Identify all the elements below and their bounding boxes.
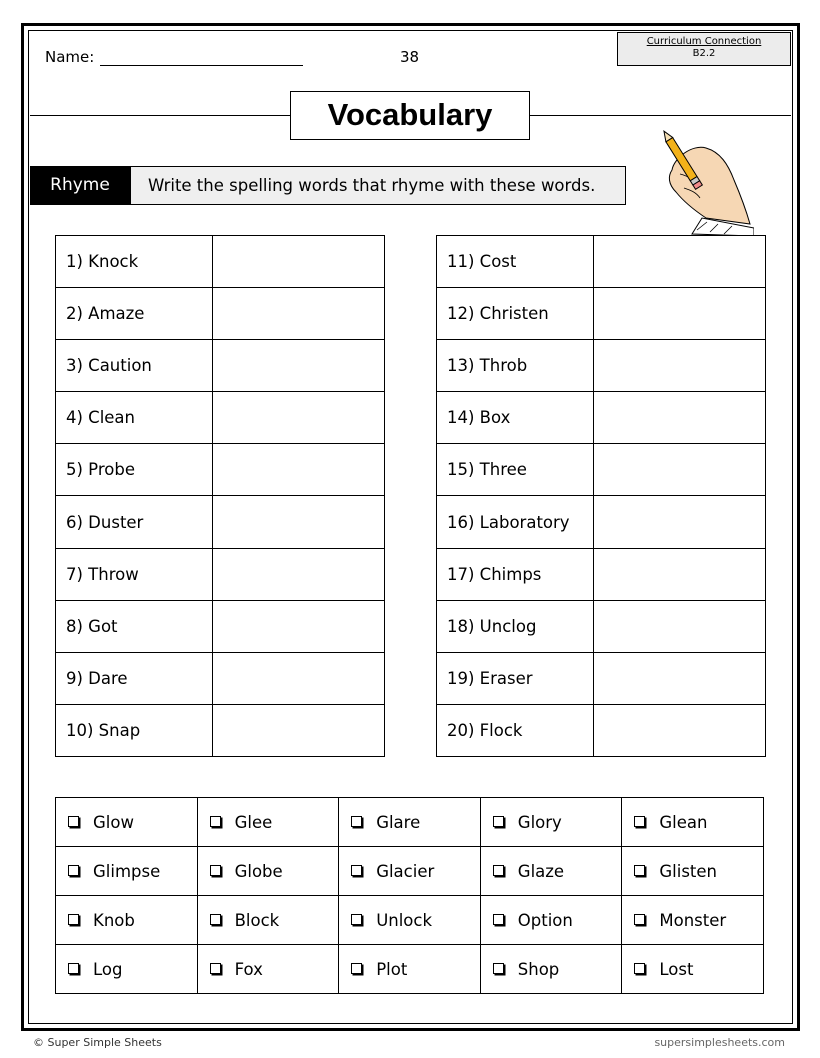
word-bank-label: Knob — [93, 910, 135, 930]
checkbox-icon[interactable] — [351, 914, 362, 925]
table-row — [437, 600, 766, 652]
rhyme-word: 18) Unclog — [437, 600, 594, 652]
word-bank-label: Unlock — [376, 910, 433, 930]
checkbox-icon[interactable] — [493, 963, 504, 974]
rhyme-word: 14) Box — [437, 392, 594, 444]
word-bank-row — [56, 798, 764, 847]
table-row — [56, 392, 385, 444]
rhyme-word: 19) Eraser — [437, 652, 594, 704]
answer-cell[interactable] — [213, 600, 385, 652]
table-row — [437, 652, 766, 704]
word-bank-item[interactable] — [339, 798, 481, 847]
answer-cell[interactable] — [594, 600, 766, 652]
section-instruction: Write the spelling words that rhyme with these words. — [130, 166, 626, 205]
answer-cell[interactable] — [594, 704, 766, 756]
table-row — [56, 704, 385, 756]
word-bank-label: Glee — [234, 812, 273, 832]
checkbox-icon[interactable] — [493, 816, 504, 827]
table-row — [56, 600, 385, 652]
answer-cell[interactable] — [594, 548, 766, 600]
word-bank-label: Glow — [93, 812, 134, 832]
word-bank-row — [56, 896, 764, 945]
table-row — [437, 496, 766, 548]
checkbox-icon[interactable] — [210, 816, 221, 827]
rhyme-word: 5) Probe — [56, 444, 213, 496]
word-bank-row — [56, 945, 764, 994]
checkbox-icon[interactable] — [68, 816, 79, 827]
answer-cell[interactable] — [213, 444, 385, 496]
checkbox-icon[interactable] — [210, 865, 221, 876]
table-row — [437, 444, 766, 496]
answer-cell[interactable] — [213, 496, 385, 548]
word-bank-label: Fox — [234, 959, 263, 979]
rhyme-word: 11) Cost — [437, 236, 594, 288]
word-bank-label: Lost — [659, 959, 694, 979]
rhyme-word: 10) Snap — [56, 704, 213, 756]
word-bank-label: Option — [517, 910, 573, 930]
footer-copyright: © Super Simple Sheets — [33, 1036, 162, 1049]
word-bank-label: Glean — [659, 812, 708, 832]
table-row — [56, 652, 385, 704]
word-bank-item[interactable] — [56, 798, 198, 847]
answer-cell[interactable] — [594, 496, 766, 548]
curriculum-connection-box — [617, 32, 791, 66]
answer-cell[interactable] — [213, 236, 385, 288]
answer-cell[interactable] — [213, 652, 385, 704]
checkbox-icon[interactable] — [351, 963, 362, 974]
rhyme-word: 2) Amaze — [56, 288, 213, 340]
word-bank-label: Block — [234, 910, 280, 930]
word-bank-label: Glaze — [517, 861, 565, 881]
table-row — [56, 288, 385, 340]
answer-cell[interactable] — [594, 340, 766, 392]
checkbox-icon[interactable] — [634, 865, 645, 876]
answer-cell[interactable] — [213, 288, 385, 340]
word-bank-item[interactable] — [197, 798, 339, 847]
table-row — [56, 444, 385, 496]
checkbox-icon[interactable] — [634, 914, 645, 925]
table-row — [56, 548, 385, 600]
word-bank-label: Log — [93, 959, 123, 979]
rhyme-word: 1) Knock — [56, 236, 213, 288]
word-bank-row — [56, 847, 764, 896]
checkbox-icon[interactable] — [68, 963, 79, 974]
rhyme-table-left — [55, 235, 385, 757]
rhyme-word: 7) Throw — [56, 548, 213, 600]
word-bank-item[interactable] — [480, 896, 622, 945]
table-row — [437, 236, 766, 288]
rhyme-word: 15) Three — [437, 444, 594, 496]
word-bank-label: Globe — [234, 861, 283, 881]
footer-website[interactable]: supersimplesheets.com — [654, 1036, 785, 1049]
word-bank-label: Glisten — [659, 861, 718, 881]
word-bank-item[interactable] — [622, 847, 764, 896]
table-row — [56, 236, 385, 288]
table-row — [437, 704, 766, 756]
curriculum-connection-code: B2.2 — [692, 48, 716, 59]
hand-writing-icon — [662, 130, 754, 236]
answer-cell[interactable] — [213, 340, 385, 392]
rhyme-word: 13) Throb — [437, 340, 594, 392]
word-bank-label: Glimpse — [93, 861, 161, 881]
word-bank-item[interactable] — [197, 945, 339, 994]
answer-cell[interactable] — [213, 704, 385, 756]
checkbox-icon[interactable] — [493, 914, 504, 925]
rhyme-word: 3) Caution — [56, 340, 213, 392]
word-bank — [55, 797, 764, 994]
checkbox-icon[interactable] — [68, 914, 79, 925]
rhyme-word: 20) Flock — [437, 704, 594, 756]
table-row — [437, 392, 766, 444]
section-tag: Rhyme — [30, 166, 130, 205]
table-row — [56, 496, 385, 548]
answer-cell[interactable] — [213, 548, 385, 600]
rhyme-word: 12) Christen — [437, 288, 594, 340]
answer-cell[interactable] — [594, 444, 766, 496]
rhyme-word: 8) Got — [56, 600, 213, 652]
checkbox-icon[interactable] — [493, 865, 504, 876]
rhyme-word: 17) Chimps — [437, 548, 594, 600]
checkbox-icon[interactable] — [634, 816, 645, 827]
word-bank-label: Glory — [517, 812, 562, 832]
word-bank-item[interactable] — [56, 945, 198, 994]
rhyme-word: 4) Clean — [56, 392, 213, 444]
answer-cell[interactable] — [594, 392, 766, 444]
checkbox-icon[interactable] — [351, 865, 362, 876]
answer-cell[interactable] — [594, 236, 766, 288]
word-bank-item[interactable] — [622, 798, 764, 847]
word-bank-item[interactable] — [622, 945, 764, 994]
table-row — [437, 288, 766, 340]
checkbox-icon[interactable] — [634, 963, 645, 974]
word-bank-item[interactable] — [339, 847, 481, 896]
word-bank-item[interactable] — [56, 896, 198, 945]
name-label: Name: — [45, 48, 95, 66]
word-bank-item[interactable] — [339, 945, 481, 994]
answer-cell[interactable] — [213, 392, 385, 444]
word-bank-label: Monster — [659, 910, 727, 930]
checkbox-icon[interactable] — [210, 963, 221, 974]
word-bank-item[interactable] — [480, 847, 622, 896]
rhyme-word: 6) Duster — [56, 496, 213, 548]
word-bank-label: Glare — [376, 812, 421, 832]
checkbox-icon[interactable] — [351, 816, 362, 827]
word-bank-label: Glacier — [376, 861, 435, 881]
rhyme-word: 9) Dare — [56, 652, 213, 704]
table-row — [56, 340, 385, 392]
checkbox-icon[interactable] — [68, 865, 79, 876]
page-title: Vocabulary — [290, 91, 530, 140]
answer-cell[interactable] — [594, 288, 766, 340]
checkbox-icon[interactable] — [210, 914, 221, 925]
word-bank-item[interactable] — [339, 896, 481, 945]
rhyme-word: 16) Laboratory — [437, 496, 594, 548]
word-bank-label: Shop — [517, 959, 560, 979]
word-bank-item[interactable] — [197, 896, 339, 945]
curriculum-connection-title: Curriculum Connection — [646, 36, 762, 47]
word-bank-item[interactable] — [622, 896, 764, 945]
table-row — [437, 340, 766, 392]
rhyme-table-right — [436, 235, 766, 757]
word-bank-item[interactable] — [480, 945, 622, 994]
word-bank-label: Plot — [376, 959, 408, 979]
word-bank-item[interactable] — [56, 847, 198, 896]
page-number: 38 — [400, 48, 420, 66]
name-field[interactable] — [100, 65, 303, 66]
table-row — [437, 548, 766, 600]
answer-cell[interactable] — [594, 652, 766, 704]
word-bank-item[interactable] — [480, 798, 622, 847]
word-bank-item[interactable] — [197, 847, 339, 896]
